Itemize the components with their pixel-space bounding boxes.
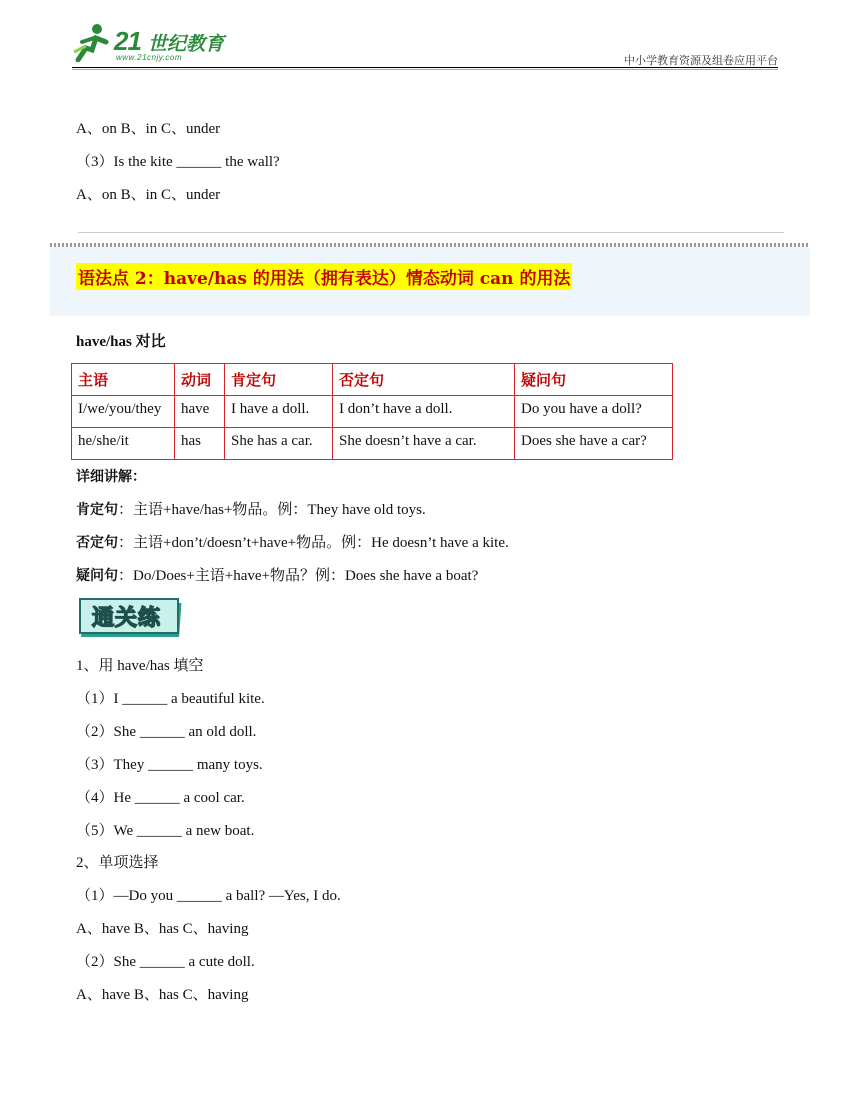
section-title: 语法点 2：have/has 的用法（拥有表达）情态动词 can 的用法: [76, 263, 572, 290]
table-cell: Do you have a doll?: [515, 396, 673, 428]
logo: [72, 20, 232, 64]
comparison-table: [71, 363, 673, 460]
exercise-title: 2、单项选择: [76, 855, 159, 871]
exercise-item: （2）She ______ an old doll.: [76, 724, 257, 740]
question-line: （3）Is the kite ______ the wall?: [76, 154, 280, 170]
option-line: A、on B、in C、under: [76, 121, 221, 137]
table-row: [72, 428, 673, 460]
explain-text: ：主语+don’t/doesn’t+have+物品。例：He doesn’t have a kite.: [118, 535, 509, 551]
header-divider-secondary: [72, 69, 778, 70]
section-separator: [78, 232, 784, 233]
explain-text: ：主语+have/has+物品。例：They have old toys.: [118, 502, 426, 518]
explain-item: [76, 500, 426, 520]
table-header-cell: 疑问句: [515, 364, 673, 396]
explain-title: 详细讲解：: [76, 469, 146, 485]
runner-logo-icon: [72, 22, 112, 62]
explain-label: 肯定句: [76, 502, 118, 518]
option-line: A、have B、has C、having: [76, 987, 249, 1003]
table-header-cell: 否定句: [333, 364, 515, 396]
table-header-cell: 动词: [175, 364, 225, 396]
logo-title: 世纪教育: [148, 33, 225, 55]
explain-label: 否定句: [76, 535, 118, 551]
table-cell: Does she have a car?: [515, 428, 673, 460]
table-cell: I have a doll.: [225, 396, 333, 428]
logo-number: 21: [114, 26, 141, 56]
table-cell: has: [175, 428, 225, 460]
practice-badge: [78, 595, 186, 641]
explain-item: [76, 566, 478, 586]
question-line: （1）—Do you ______ a ball? —Yes, I do.: [76, 888, 341, 904]
exercise-item: （3）They ______ many toys.: [76, 757, 263, 773]
option-line: A、have B、has C、having: [76, 921, 249, 937]
table-header-cell: 肯定句: [225, 364, 333, 396]
table-row: [72, 396, 673, 428]
explain-item: [76, 533, 509, 553]
option-line: A、on B、in C、under: [76, 187, 221, 203]
table-cell: have: [175, 396, 225, 428]
badge-text: 通关练: [92, 606, 162, 631]
question-line: （2）She ______ a cute doll.: [76, 954, 255, 970]
table-header-row: [72, 364, 673, 396]
table-title: have/has 对比: [76, 334, 166, 350]
table-cell: he/she/it: [72, 428, 175, 460]
exercise-title: 1、用 have/has 填空: [76, 658, 204, 674]
exercise-item: （5）We ______ a new boat.: [76, 823, 255, 839]
table-cell: She doesn’t have a car.: [333, 428, 515, 460]
exercise-item: （4）He ______ a cool car.: [76, 790, 245, 806]
explain-label: 疑问句: [76, 568, 118, 584]
exercise-item: （1）I ______ a beautiful kite.: [76, 691, 265, 707]
table-header-cell: 主语: [72, 364, 175, 396]
header-divider: [72, 67, 778, 68]
table-cell: She has a car.: [225, 428, 333, 460]
header-platform-text: 中小学教育资源及组卷应用平台: [624, 54, 778, 67]
table-cell: I don’t have a doll.: [333, 396, 515, 428]
explain-text: ：Do/Does+主语+have+物品？例：Does she have a boat?: [118, 568, 479, 584]
table-cell: I/we/you/they: [72, 396, 175, 428]
logo-url: www.21cnjy.com: [116, 53, 182, 62]
